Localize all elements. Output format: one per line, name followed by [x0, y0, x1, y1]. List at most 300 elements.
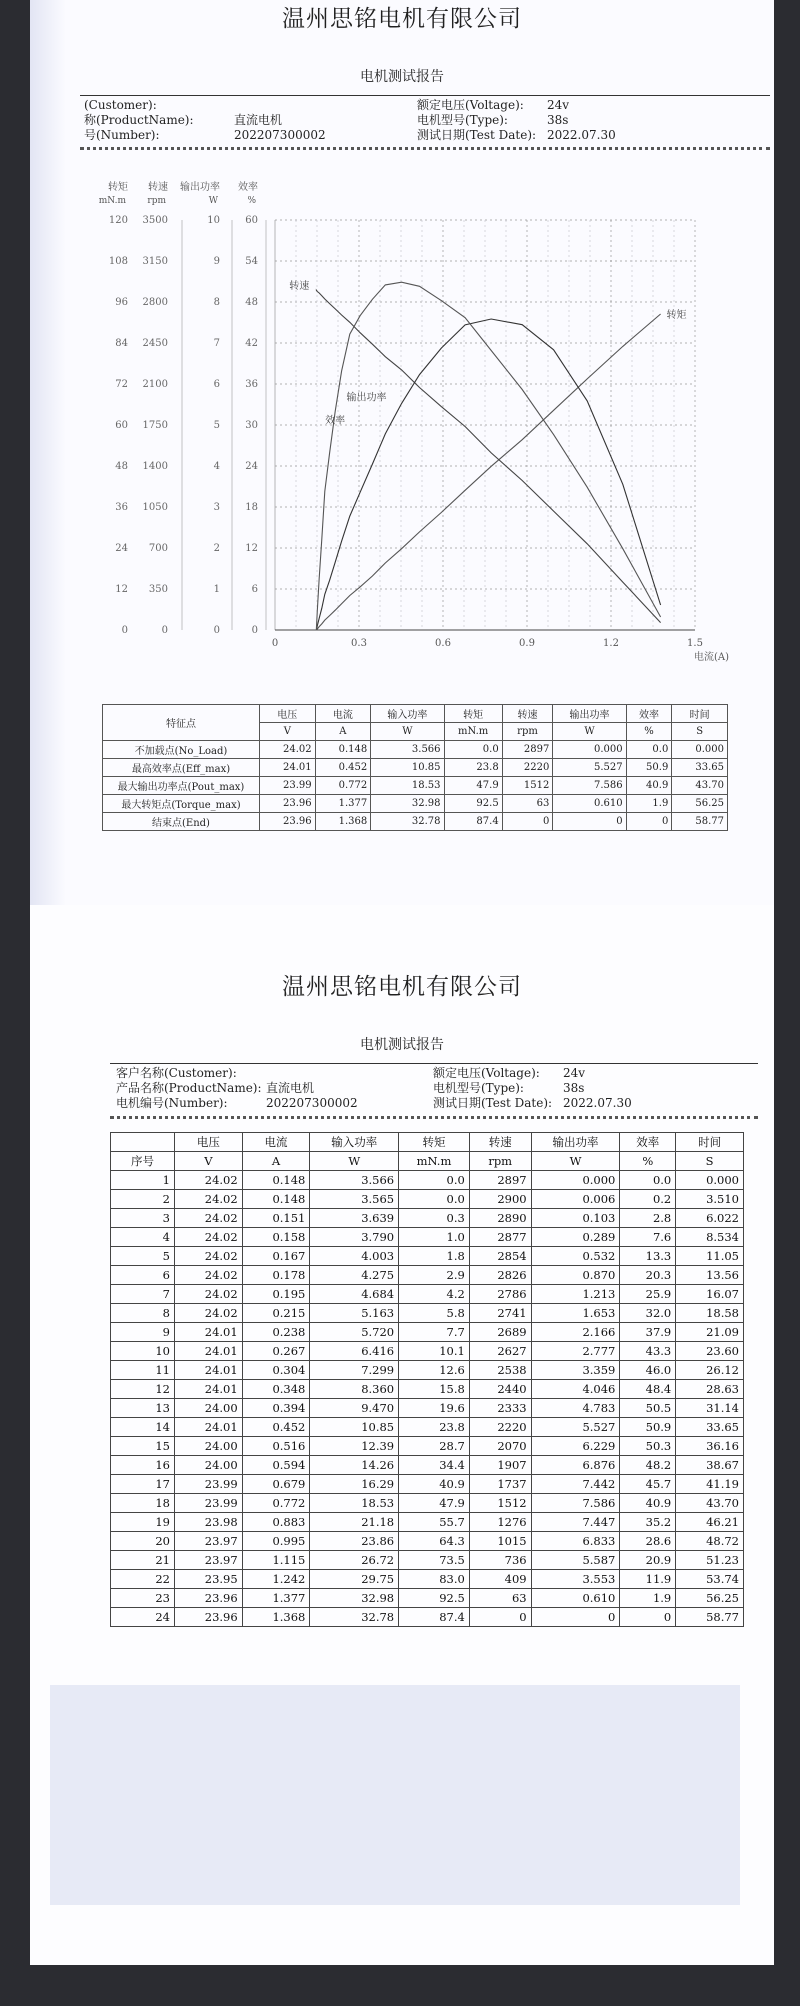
table-cell: 21.09 [676, 1323, 744, 1342]
table-cell: 0.178 [242, 1266, 310, 1285]
summary-row-label: 不加载点(No_Load) [103, 741, 260, 759]
chart-curves [289, 279, 686, 630]
table-cell: 23.8 [399, 1418, 470, 1437]
table-cell: 24.01 [175, 1380, 243, 1399]
col-speed: 转速 [502, 705, 553, 723]
table-cell: 11.9 [620, 1570, 676, 1589]
table-cell: 0 [469, 1608, 531, 1627]
row-index: 2 [111, 1190, 175, 1209]
table-cell: 6.229 [531, 1437, 620, 1456]
summary-row-label: 最高效率点(Eff_max) [103, 759, 260, 777]
date-label: 测试日期(Test Date): [417, 128, 537, 142]
curve-label: 输出功率 [346, 392, 387, 404]
table-cell: 41.19 [676, 1475, 744, 1494]
y-tick-label: 0 [161, 625, 168, 636]
dotted-rule-2 [110, 1116, 758, 1119]
table-cell: 9.470 [310, 1399, 399, 1418]
summary-body [103, 741, 728, 831]
y-tick-label: 0 [121, 625, 128, 636]
type-label: 电机型号(Type): [433, 1081, 524, 1095]
col-output-power: 输出功率 [553, 705, 626, 723]
table-cell: 11.05 [676, 1247, 744, 1266]
table-cell: 0.0 [399, 1190, 470, 1209]
summary-cell: 2220 [502, 759, 553, 777]
summary-cell: 40.9 [626, 777, 672, 795]
table-cell: 3.359 [531, 1361, 620, 1380]
x-tick-label: 0.9 [519, 638, 535, 649]
summary-cell: 0.610 [553, 795, 626, 813]
table-cell: 18.53 [310, 1494, 399, 1513]
row-index: 14 [111, 1418, 175, 1437]
unit: rpm [502, 723, 553, 741]
row-index: 6 [111, 1266, 175, 1285]
table-cell: 2890 [469, 1209, 531, 1228]
table-cell: 1907 [469, 1456, 531, 1475]
summary-cell: 0.000 [672, 741, 728, 759]
summary-cell: 0 [553, 813, 626, 831]
summary-cell: 1512 [502, 777, 553, 795]
curve-转速 [316, 290, 660, 622]
table-cell: 24.00 [175, 1437, 243, 1456]
table-cell: 0.151 [242, 1209, 310, 1228]
voltage-label: 额定电压(Voltage): [433, 1066, 540, 1080]
curve-效率 [316, 282, 660, 630]
unit: A [242, 1152, 310, 1171]
table-cell: 24.02 [175, 1304, 243, 1323]
table-cell: 0.772 [242, 1494, 310, 1513]
summary-row [103, 813, 728, 831]
summary-cell: 33.65 [672, 759, 728, 777]
table-cell: 7.6 [620, 1228, 676, 1247]
table-cell: 24.02 [175, 1190, 243, 1209]
table-cell: 0.148 [242, 1190, 310, 1209]
summary-cell: 23.8 [444, 759, 502, 777]
x-tick-label: 1.2 [603, 638, 619, 649]
table-cell: 2440 [469, 1380, 531, 1399]
summary-cell: 0.0 [626, 741, 672, 759]
table-cell: 0.452 [242, 1418, 310, 1437]
table-row [111, 1380, 744, 1399]
data-header-row [111, 1133, 744, 1152]
summary-cell: 24.01 [260, 759, 316, 777]
customer-label: (Customer): [84, 98, 157, 112]
summary-cell: 87.4 [444, 813, 502, 831]
table-cell: 0 [531, 1608, 620, 1627]
table-cell: 23.86 [310, 1532, 399, 1551]
date-value: 2022.07.30 [547, 128, 616, 142]
table-cell: 0.195 [242, 1285, 310, 1304]
table-cell: 23.96 [175, 1608, 243, 1627]
summary-cell: 7.586 [553, 777, 626, 795]
table-cell: 24.01 [175, 1323, 243, 1342]
y-tick-label: 54 [245, 256, 258, 267]
table-cell: 7.447 [531, 1513, 620, 1532]
summary-row-label: 最大转矩点(Torque_max) [103, 795, 260, 813]
table-cell: 6.022 [676, 1209, 744, 1228]
type-label: 电机型号(Type): [417, 113, 508, 127]
summary-cell: 47.9 [444, 777, 502, 795]
table-row [111, 1323, 744, 1342]
curve-label: 效率 [325, 415, 346, 427]
table-cell: 0.679 [242, 1475, 310, 1494]
motor-curve-chart [30, 170, 774, 670]
table-cell: 6.876 [531, 1456, 620, 1475]
table-cell: 2.166 [531, 1323, 620, 1342]
table-cell: 29.75 [310, 1570, 399, 1589]
summary-cell: 0.772 [315, 777, 371, 795]
table-cell: 23.60 [676, 1342, 744, 1361]
product-label: 称(ProductName): [84, 113, 194, 127]
table-row [111, 1209, 744, 1228]
table-cell: 50.5 [620, 1399, 676, 1418]
axis-labels [99, 180, 729, 663]
table-cell: 1.9 [620, 1589, 676, 1608]
row-index: 7 [111, 1285, 175, 1304]
type-value: 38s [547, 113, 569, 127]
table-row [111, 1570, 744, 1589]
table-cell: 1.213 [531, 1285, 620, 1304]
table-cell: 0.610 [531, 1589, 620, 1608]
table-cell: 43.70 [676, 1494, 744, 1513]
table-cell: 1.115 [242, 1551, 310, 1570]
table-row [111, 1304, 744, 1323]
table-cell: 5.587 [531, 1551, 620, 1570]
row-index: 21 [111, 1551, 175, 1570]
table-cell: 3.566 [310, 1171, 399, 1190]
voltage-value: 24v [547, 98, 570, 112]
summary-cell: 23.99 [260, 777, 316, 795]
table-cell: 18.58 [676, 1304, 744, 1323]
y-tick-label: 1750 [142, 420, 168, 431]
table-cell: 3.553 [531, 1570, 620, 1589]
table-cell: 0.148 [242, 1171, 310, 1190]
scan-wash [50, 1685, 740, 1905]
summary-cell: 32.78 [371, 813, 444, 831]
table-cell: 24.01 [175, 1418, 243, 1437]
table-cell: 55.7 [399, 1513, 470, 1532]
row-index: 10 [111, 1342, 175, 1361]
table-row [111, 1456, 744, 1475]
number-value: 202207300002 [266, 1096, 358, 1110]
summary-cell: 5.527 [553, 759, 626, 777]
table-cell: 23.98 [175, 1513, 243, 1532]
curve-label: 转矩 [666, 309, 687, 321]
table-cell: 2741 [469, 1304, 531, 1323]
table-cell: 24.02 [175, 1247, 243, 1266]
table-row [111, 1266, 744, 1285]
data-unit-row [111, 1152, 744, 1171]
table-cell: 0.289 [531, 1228, 620, 1247]
y-tick-label: 72 [115, 379, 128, 390]
y-tick-label: 36 [115, 502, 128, 513]
table-row [111, 1513, 744, 1532]
summary-header-label: 特征点 [103, 705, 260, 741]
table-cell: 83.0 [399, 1570, 470, 1589]
table-cell: 24.00 [175, 1456, 243, 1475]
table-cell: 24.01 [175, 1342, 243, 1361]
table-row [111, 1285, 744, 1304]
table-cell: 63 [469, 1589, 531, 1608]
table-cell: 2897 [469, 1171, 531, 1190]
summary-cell: 24.02 [260, 741, 316, 759]
y-tick-label: 1050 [142, 502, 168, 513]
table-cell: 2627 [469, 1342, 531, 1361]
summary-cell: 0.000 [553, 741, 626, 759]
summary-cell: 23.96 [260, 795, 316, 813]
col-time: 时间 [676, 1133, 744, 1152]
table-cell: 35.2 [620, 1513, 676, 1532]
summary-cell: 1.377 [315, 795, 371, 813]
table-cell: 1.242 [242, 1570, 310, 1589]
table-cell: 10.1 [399, 1342, 470, 1361]
y-tick-label: 12 [245, 543, 258, 554]
x-tick-label: 0.6 [435, 638, 451, 649]
col-speed: 转速 [469, 1133, 531, 1152]
unit: W [310, 1152, 399, 1171]
col-current: 电流 [315, 705, 371, 723]
table-row [111, 1437, 744, 1456]
table-cell: 0.594 [242, 1456, 310, 1475]
row-index: 24 [111, 1608, 175, 1627]
y-tick-label: 24 [245, 461, 258, 472]
table-cell: 1.653 [531, 1304, 620, 1323]
company-title: 温州思铭电机有限公司 [282, 6, 522, 32]
table-cell: 26.72 [310, 1551, 399, 1570]
date-value: 2022.07.30 [563, 1096, 632, 1110]
table-cell: 58.77 [676, 1608, 744, 1627]
table-cell: 23.97 [175, 1551, 243, 1570]
table-cell: 7.586 [531, 1494, 620, 1513]
table-cell: 0.167 [242, 1247, 310, 1266]
row-index: 22 [111, 1570, 175, 1589]
curve-输出功率 [316, 319, 660, 630]
table-row [111, 1247, 744, 1266]
y-tick-label: 3500 [142, 215, 168, 226]
unit: W [371, 723, 444, 741]
row-index: 16 [111, 1456, 175, 1475]
y-tick-label: 2800 [142, 297, 168, 308]
table-cell: 1.377 [242, 1589, 310, 1608]
table-cell: 0.000 [676, 1171, 744, 1190]
summary-cell: 18.53 [371, 777, 444, 795]
table-cell: 4.275 [310, 1266, 399, 1285]
table-cell: 51.23 [676, 1551, 744, 1570]
table-cell: 21.18 [310, 1513, 399, 1532]
table-cell: 2826 [469, 1266, 531, 1285]
x-tick-label: 0 [271, 638, 279, 649]
row-index: 1 [111, 1171, 175, 1190]
table-cell: 5.720 [310, 1323, 399, 1342]
unit: mN.m [444, 723, 502, 741]
table-cell: 53.74 [676, 1570, 744, 1589]
report-page-1 [30, 0, 774, 905]
y-tick-label: 2100 [142, 379, 168, 390]
table-row [111, 1608, 744, 1627]
table-cell: 0.516 [242, 1437, 310, 1456]
table-row [111, 1475, 744, 1494]
table-cell: 4.783 [531, 1399, 620, 1418]
table-cell: 48.4 [620, 1380, 676, 1399]
table-cell: 31.14 [676, 1399, 744, 1418]
col-input-power: 输入功率 [371, 705, 444, 723]
summary-cell: 1.368 [315, 813, 371, 831]
product-value: 直流电机 [266, 1081, 315, 1095]
table-cell: 0.0 [399, 1171, 470, 1190]
row-index: 23 [111, 1589, 175, 1608]
y-tick-label: 3 [213, 502, 220, 513]
report-page-2 [30, 905, 774, 1965]
unit: % [620, 1152, 676, 1171]
table-cell: 2786 [469, 1285, 531, 1304]
axis-unit: mN.m [98, 196, 126, 206]
row-index: 18 [111, 1494, 175, 1513]
table-cell: 1276 [469, 1513, 531, 1532]
y-tick-label: 96 [115, 297, 128, 308]
summary-row [103, 741, 728, 759]
summary-cell: 58.77 [672, 813, 728, 831]
table-cell: 43.3 [620, 1342, 676, 1361]
y-tick-label: 4 [213, 461, 220, 472]
table-cell: 8.534 [676, 1228, 744, 1247]
y-tick-label: 84 [115, 338, 128, 349]
table-cell: 87.4 [399, 1608, 470, 1627]
table-cell: 56.25 [676, 1589, 744, 1608]
table-cell: 50.3 [620, 1437, 676, 1456]
y-tick-label: 0 [251, 625, 258, 636]
table-cell: 25.9 [620, 1285, 676, 1304]
table-cell: 4.046 [531, 1380, 620, 1399]
summary-cell: 43.70 [672, 777, 728, 795]
unit: S [676, 1152, 744, 1171]
curve-label: 转速 [289, 280, 310, 292]
header-rule-2 [110, 1063, 758, 1064]
table-cell: 64.3 [399, 1532, 470, 1551]
report-subtitle-2: 电机测试报告 [360, 1037, 444, 1053]
summary-table [102, 704, 728, 831]
y-tick-label: 6 [251, 584, 258, 595]
axis-unit: % [247, 196, 256, 206]
summary-cell: 10.85 [371, 759, 444, 777]
y-tick-label: 5 [213, 420, 220, 431]
table-cell: 2689 [469, 1323, 531, 1342]
table-cell: 2900 [469, 1190, 531, 1209]
unit: W [531, 1152, 620, 1171]
table-cell: 2.8 [620, 1209, 676, 1228]
table-cell: 19.6 [399, 1399, 470, 1418]
summary-cell: 92.5 [444, 795, 502, 813]
table-cell: 23.99 [175, 1494, 243, 1513]
summary-cell: 1.9 [626, 795, 672, 813]
y-tick-label: 3150 [142, 256, 168, 267]
axis-unit: rpm [147, 196, 166, 206]
voltage-label: 额定电压(Voltage): [417, 98, 524, 112]
summary-row [103, 795, 728, 813]
y-tick-label: 10 [207, 215, 220, 226]
table-cell: 0.883 [242, 1513, 310, 1532]
table-cell: 13.56 [676, 1266, 744, 1285]
table-cell: 23.99 [175, 1475, 243, 1494]
table-row [111, 1342, 744, 1361]
table-cell: 28.63 [676, 1380, 744, 1399]
table-cell: 32.98 [310, 1589, 399, 1608]
unit: V [175, 1152, 243, 1171]
summary-cell: 56.25 [672, 795, 728, 813]
y-tick-label: 60 [245, 215, 258, 226]
table-cell: 0.995 [242, 1532, 310, 1551]
curve-转矩 [316, 314, 660, 630]
table-cell: 7.7 [399, 1323, 470, 1342]
table-row [111, 1399, 744, 1418]
y-tick-label: 60 [115, 420, 128, 431]
table-row [111, 1494, 744, 1513]
col-current: 电流 [242, 1133, 310, 1152]
table-cell: 3.510 [676, 1190, 744, 1209]
summary-cell: 0 [626, 813, 672, 831]
table-cell: 3.639 [310, 1209, 399, 1228]
col-input-power: 输入功率 [310, 1133, 399, 1152]
axis-title: 效率 [238, 182, 258, 193]
table-cell: 24.00 [175, 1399, 243, 1418]
table-cell: 32.78 [310, 1608, 399, 1627]
voltage-value: 24v [563, 1066, 586, 1080]
table-cell: 20.3 [620, 1266, 676, 1285]
y-tick-label: 42 [245, 338, 258, 349]
y-tick-label: 120 [108, 215, 128, 226]
row-index: 13 [111, 1399, 175, 1418]
y-tick-label: 30 [245, 420, 258, 431]
summary-cell: 0.0 [444, 741, 502, 759]
table-cell: 34.4 [399, 1456, 470, 1475]
date-label: 测试日期(Test Date): [433, 1096, 553, 1110]
table-cell: 24.01 [175, 1361, 243, 1380]
col-voltage: 电压 [175, 1133, 243, 1152]
y-tick-label: 12 [115, 584, 128, 595]
table-cell: 14.26 [310, 1456, 399, 1475]
x-tick-label: 1.5 [687, 638, 703, 649]
table-cell: 32.0 [620, 1304, 676, 1323]
axis-title: 输出功率 [180, 182, 220, 193]
table-cell: 12.6 [399, 1361, 470, 1380]
unit: % [626, 723, 672, 741]
table-cell: 50.9 [620, 1418, 676, 1437]
table-cell: 2070 [469, 1437, 531, 1456]
table-cell: 6.833 [531, 1532, 620, 1551]
table-cell: 2854 [469, 1247, 531, 1266]
unit: A [315, 723, 371, 741]
number-label: 号(Number): [84, 128, 160, 142]
table-cell: 48.72 [676, 1532, 744, 1551]
axis-unit: W [208, 196, 218, 206]
table-cell: 2333 [469, 1399, 531, 1418]
y-tick-label: 2450 [142, 338, 168, 349]
row-index: 12 [111, 1380, 175, 1399]
y-tick-label: 1 [213, 584, 220, 595]
table-cell: 0.000 [531, 1171, 620, 1190]
table-cell: 46.21 [676, 1513, 744, 1532]
table-cell: 2538 [469, 1361, 531, 1380]
table-cell: 48.2 [620, 1456, 676, 1475]
number-value: 202207300002 [234, 128, 326, 142]
table-cell: 24.02 [175, 1228, 243, 1247]
table-cell: 24.02 [175, 1285, 243, 1304]
number-label: 电机编号(Number): [116, 1096, 228, 1110]
table-cell: 10.85 [310, 1418, 399, 1437]
info-left [84, 98, 326, 143]
type-value: 38s [563, 1081, 585, 1095]
table-cell: 2877 [469, 1228, 531, 1247]
table-cell: 4.2 [399, 1285, 470, 1304]
col-torque: 转矩 [444, 705, 502, 723]
